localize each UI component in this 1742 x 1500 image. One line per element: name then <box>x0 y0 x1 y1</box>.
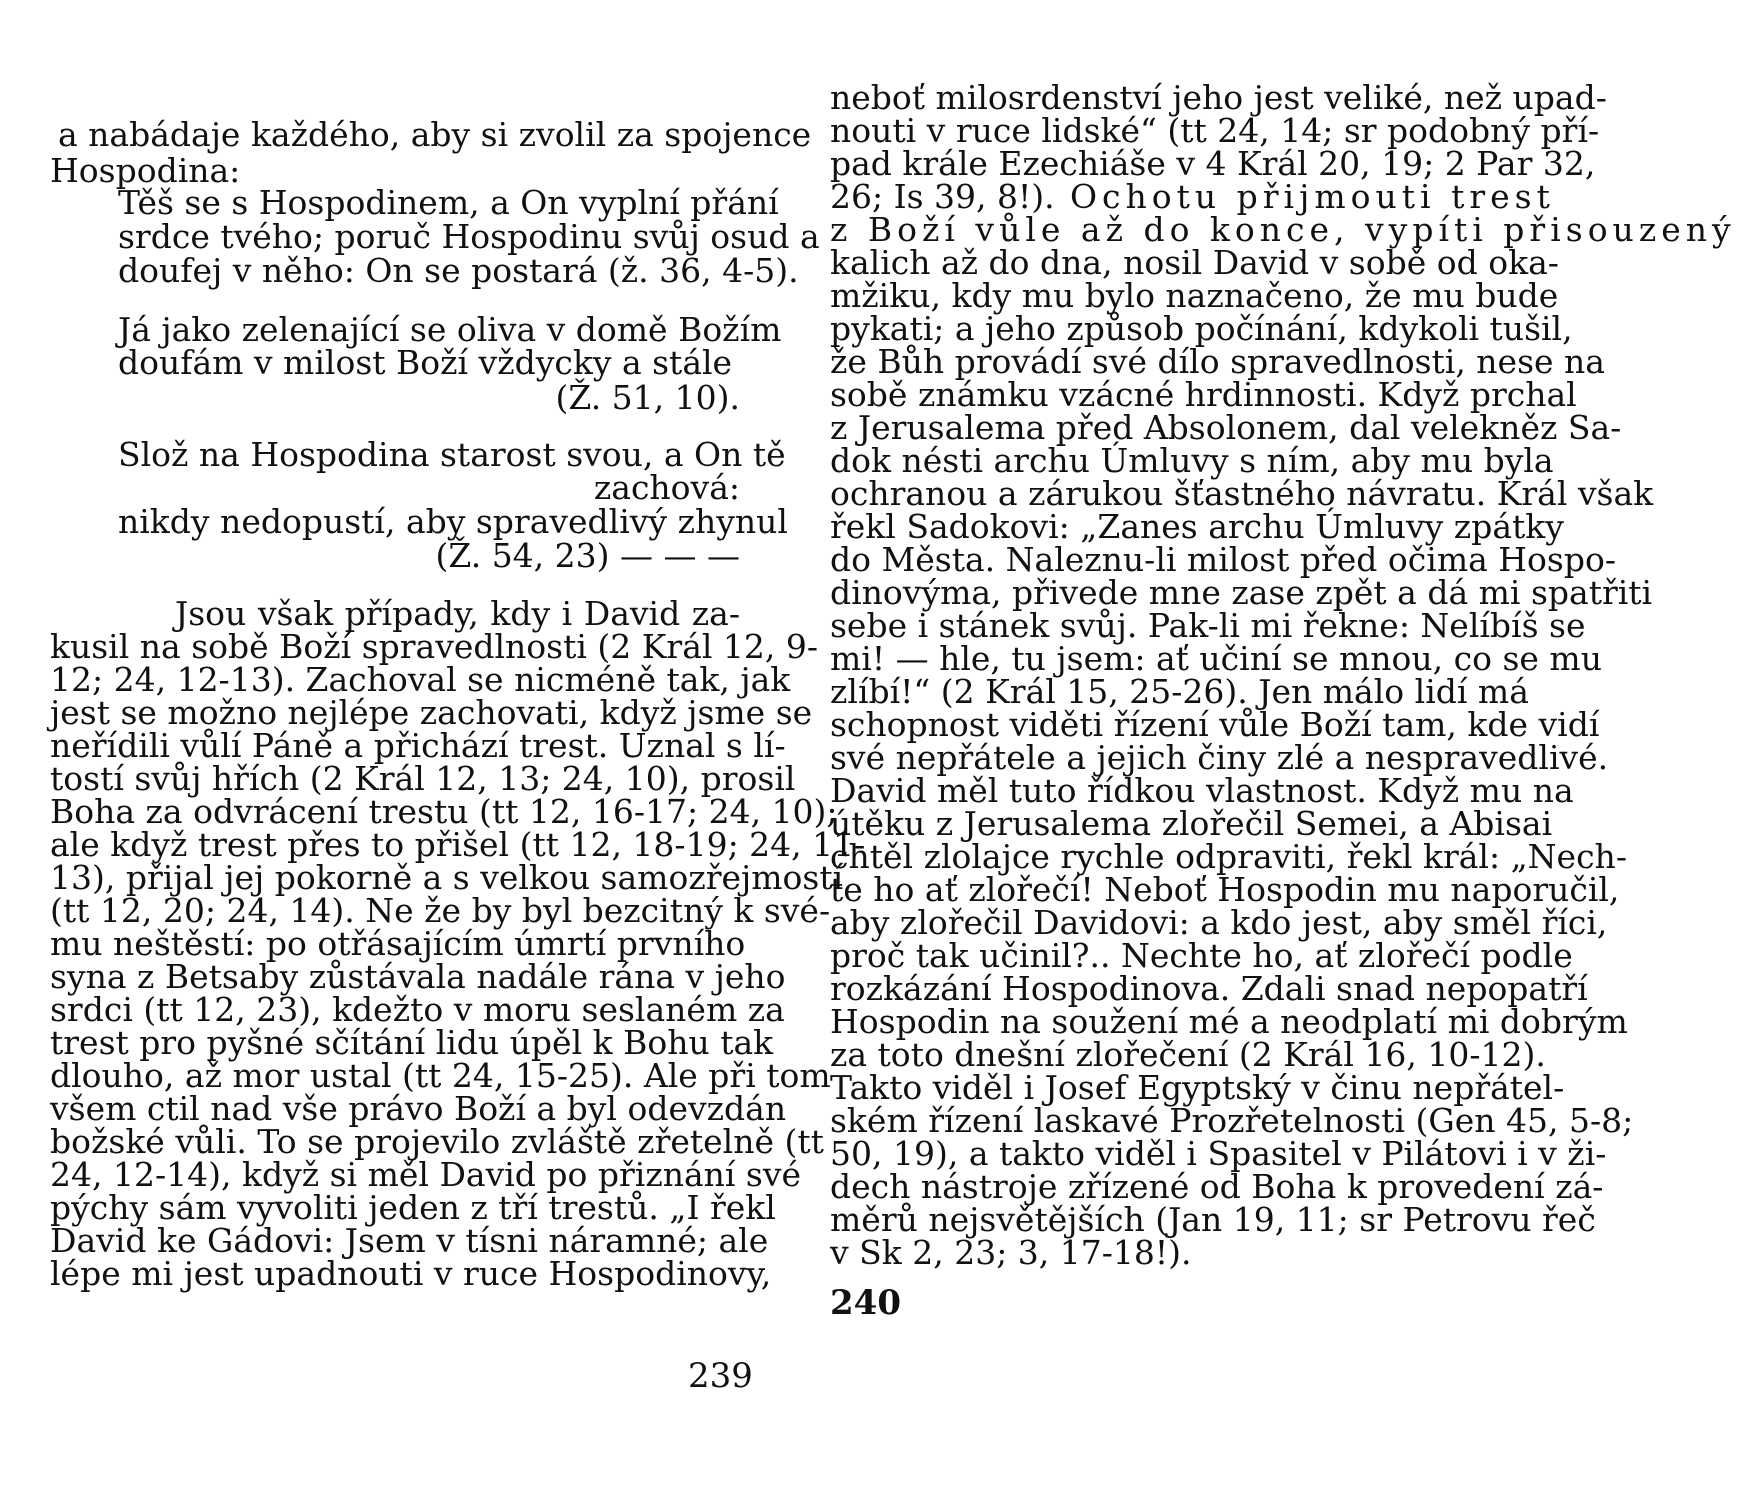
text-line: dinovýma, přivede mne zase zpět a dá mi spatřiti <box>830 573 1653 612</box>
text-line: chtěl zlolajce rychle odpraviti, řekl král: „Nech- <box>830 837 1627 876</box>
text-line: sebe i stánek svůj. Pak-li mi řekne: Nelíbíš se <box>830 606 1586 645</box>
text-line: 12; 24, 12-13). Zachoval se nicméně tak, jak <box>50 660 791 699</box>
text-line: řekl Sadokovi: „Zanes archu Úmluvy zpátky <box>830 507 1564 546</box>
text-line: měrů nejsvětějších (Jan 19, 11; sr Petrovu řeč <box>830 1200 1596 1239</box>
text-line: útěku z Jerusalema zlořečil Semei, a Abisai <box>830 804 1553 843</box>
text-line: mu neštěstí: po otřásajícím úmrtí prvního <box>50 924 746 963</box>
text-line: neboť milosrdenství jeho jest veliké, než upad- <box>830 78 1607 117</box>
verse-line: Slož na Hospodina starost svou, a On tě <box>118 435 786 474</box>
verse-line: Já jako zelenající se oliva v domě Božím <box>118 310 782 349</box>
text-line: mžiku, kdy mu bylo naznačeno, že mu bude <box>830 276 1559 315</box>
verse-reference: (Ž. 51, 10). <box>555 378 740 417</box>
text-line: pykati; a jeho způsob počínání, kdykoli tušil, <box>830 309 1573 348</box>
text-line: David ke Gádovi: Jsem v tísni náramné; ale <box>50 1221 769 1260</box>
text-line: z Boží vůle až do konce, vypíti přisouzený <box>830 210 1736 249</box>
text-line: te ho ať zlořečí! Neboť Hospodin mu naporučil, <box>830 870 1620 909</box>
text-line: (tt 12, 20; 24, 14). Ne že by byl bezcitný k své- <box>50 891 831 930</box>
text-line: Takto viděl i Josef Egyptský v činu nepřátel- <box>830 1068 1565 1107</box>
verse-line: doufej v něho: On se postará (ž. 36, 4-5). <box>118 251 799 290</box>
text-line: David měl tuto řídkou vlastnost. Když mu na <box>830 771 1574 810</box>
text-line: syna z Betsaby zůstávala nadále rána v jeho <box>50 957 786 996</box>
text-line: do Města. Naleznu-li milost před očima Hospo- <box>830 540 1617 579</box>
text-line: mi! — hle, tu jsem: ať učiní se mnou, co se mu <box>830 639 1602 678</box>
text-line: proč tak učinil?.. Nechte ho, ať zlořečí podle <box>830 936 1573 975</box>
text-line: Hospodina: <box>50 151 241 190</box>
verse-line: doufám v milost Boží vždycky a stále <box>118 343 733 382</box>
verse-line: srdce tvého; poruč Hospodinu svůj osud a <box>118 217 820 256</box>
text-line: ochranou a zárukou šťastného návratu. Král však <box>830 474 1654 513</box>
text-line: Hospodin na soužení mé a neodplatí mi dobrým <box>830 1002 1628 1041</box>
right-page <box>830 0 1742 1500</box>
text-line: 13), přijal jej pokorně a s velkou samozřejmostí <box>50 858 844 897</box>
page-number: 240 <box>830 1283 901 1323</box>
text-line: 24, 12-14), když si měl David po přiznání své <box>50 1155 802 1194</box>
text-line: 26; Is 39, 8!). <box>830 177 1055 216</box>
text-line: aby zlořečil Davidovi: a kdo jest, aby směl říci, <box>830 903 1608 942</box>
text-line: 50, 19), a takto viděl i Spasitel v Pilátovi i v ži- <box>830 1134 1607 1173</box>
text-line: z Jerusalema před Absolonem, dal velekněz Sa- <box>830 408 1622 447</box>
text-line: pad krále Ezechiáše v 4 Král 20, 19; 2 Par 32, <box>830 144 1596 183</box>
text-line: jest se možno nejlépe zachovati, když jsme se <box>50 693 813 732</box>
text-line: ském řízení laskavé Prozřetelnosti (Gen 45, 5-8; <box>830 1101 1634 1140</box>
text-line: dlouho, až mor ustal (tt 24, 15-25). Ale při tom <box>50 1056 831 1095</box>
text-line: trest pro pyšné sčítání lidu úpěl k Bohu tak <box>50 1023 774 1062</box>
text-line: že Bůh provádí své dílo spravedlnosti, nese na <box>830 342 1605 381</box>
page-number: 239 <box>688 1356 753 1396</box>
emphasis-text: Ochotu přijmouti trest <box>1070 177 1555 216</box>
text-line: kusil na sobě Boží spravedlnosti (2 Král 12, 9- <box>50 627 819 666</box>
text-line: rozkázání Hospodinova. Zdali snad nepopatří <box>830 969 1588 1008</box>
text-line: božské vůli. To se projevilo zvláště zřetelně (tt <box>50 1122 824 1161</box>
text-line: tostí svůj hřích (2 Král 12, 13; 24, 10), prosil <box>50 759 796 798</box>
text-line: kalich až do dna, nosil David v sobě od oka- <box>830 243 1559 282</box>
text-line: schopnost viděti řízení vůle Boží tam, kde vidí <box>830 705 1600 744</box>
text-line: dok nésti archu Úmluvy s ním, aby mu byla <box>830 441 1554 480</box>
verse-line: Těš se s Hospodinem, a On vyplní přání <box>118 183 779 222</box>
text-line: všem ctil nad vše právo Boží a byl odevzdán <box>50 1089 787 1128</box>
verse-line: zachová: <box>593 468 740 507</box>
verse-line: nikdy nedopustí, aby spravedlivý zhynul <box>118 502 788 541</box>
verse-reference: (Ž. 54, 23) — — — <box>435 536 740 575</box>
text-line: své nepřátele a jejich činy zlé a nespravedlivé. <box>830 738 1609 777</box>
text-line: neřídili vůlí Páně a přichází trest. Uznal s lí- <box>50 726 786 765</box>
text-line: nouti v ruce lidské“ (tt 24, 14; sr podobný pří- <box>830 111 1600 150</box>
text-line: Jsou však případy, kdy i David za- <box>175 594 740 633</box>
text-line: lépe mi jest upadnouti v ruce Hospodinovy, <box>50 1254 772 1293</box>
text-line: a nabádaje každého, aby si zvolil za spojence <box>58 115 812 154</box>
text-line: ale když trest přes to přišel (tt 12, 18-19; 24, 11- <box>50 825 866 864</box>
text-line: srdci (tt 12, 23), kdežto v moru seslaném za <box>50 990 785 1029</box>
text-line: zlíbí!“ (2 Král 15, 25-26). Jen málo lidí má <box>830 672 1529 711</box>
text-line: dech nástroje zřízené od Boha k provedení zá- <box>830 1167 1604 1206</box>
text-line: v Sk 2, 23; 3, 17-18!). <box>830 1233 1192 1272</box>
text-line: Boha za odvrácení trestu (tt 12, 16-17; 24, 10); <box>50 792 838 831</box>
text-line: sobě známku vzácné hrdinnosti. Když prchal <box>830 375 1577 414</box>
text-line: za toto dnešní zlořečení (2 Král 16, 10-12). <box>830 1035 1546 1074</box>
text-line: pýchy sám vyvoliti jeden z tří trestů. „I řekl <box>50 1188 776 1227</box>
